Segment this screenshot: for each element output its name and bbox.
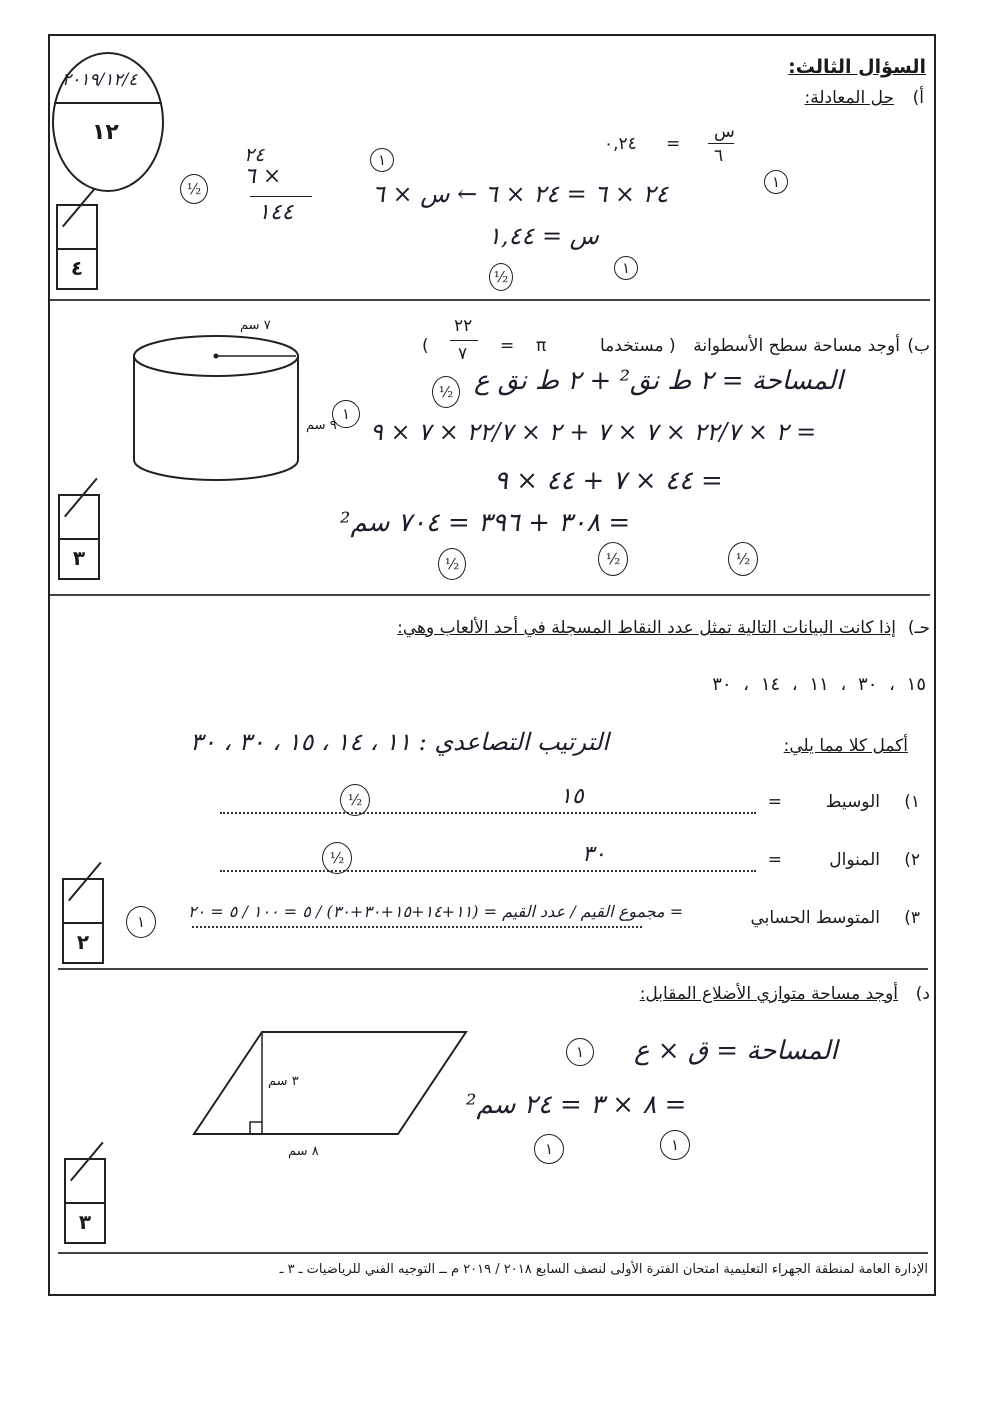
- part-a-calc-mid: × ٦: [244, 164, 282, 189]
- part-d-mark-2: ١: [534, 1134, 564, 1164]
- part-b-close-paren: ): [422, 336, 429, 356]
- part-b-mark-2: ١: [332, 400, 360, 428]
- section-divider-a: [50, 299, 930, 301]
- grade-seal-score: ١٢: [92, 120, 119, 145]
- part-a-mark-2: ½: [489, 263, 513, 291]
- part-d-mark-3: ١: [660, 1130, 690, 1160]
- equation-equals: =: [666, 134, 681, 154]
- mark-box-b: [58, 494, 100, 580]
- footer-divider: [58, 1252, 928, 1254]
- pi-fraction-bar: [450, 340, 478, 341]
- cylinder-radius-label: ٧ سم: [240, 318, 271, 333]
- item-1-answer: ١٥: [560, 784, 584, 809]
- part-b-work-line3: = ٤٤ × ٧ + ٤٤ × ٩: [494, 466, 723, 496]
- item-3-dotted-line: [192, 926, 642, 928]
- part-a-work-line2: س = ١,٤٤: [488, 222, 599, 250]
- item-3-answer: = مجموع القيم / عدد القيم = (١١+١٤+١٥+٣٠+٣٠) / ٥ = ١٠٠ / ٥ = ٢٠: [188, 902, 684, 921]
- part-a-mark-3: ١: [370, 148, 394, 172]
- grade-seal-divider: [54, 102, 162, 104]
- part-c-sort-handwriting: الترتيب التصاعدي : ١١ ، ١٤ ، ١٥ ، ٣٠ ، ٣٠: [190, 728, 609, 756]
- part-a-title: حل المعادلة:: [804, 88, 894, 108]
- parallelogram-base-label: ٨ سم: [288, 1144, 319, 1159]
- part-a-calc-line: [250, 196, 312, 197]
- pi-value-denominator: ٧: [458, 344, 468, 364]
- item-1-mark: ½: [340, 784, 370, 816]
- item-1-dotted-line: [220, 812, 756, 814]
- cylinder-figure: [126, 330, 306, 490]
- equation-numerator: س: [714, 122, 735, 142]
- item-2-number: ٢): [904, 850, 920, 870]
- cylinder-height-label: ٩ سم: [306, 418, 337, 433]
- item-2-label: المنوال: [829, 850, 880, 870]
- grade-seal-date: ٢٠١٩/١٢/٤: [62, 70, 138, 90]
- part-a-mark-1: ½: [180, 174, 208, 204]
- mark-box-d-value: ٣: [78, 1210, 92, 1234]
- part-a-work-line1: ٢٤ × ٦ = ٢٤ × ٦ ← س × ٦: [372, 180, 669, 208]
- equation-denominator: ٦: [714, 146, 724, 166]
- item-3-label: المتوسط الحسابي: [750, 908, 880, 928]
- part-c-title: إذا كانت البيانات التالية تمثل عدد النقاط المسجلة في أحد الألعاب وهي:: [397, 618, 896, 638]
- section-divider-c: [58, 968, 928, 970]
- pi-value-numerator: ٢٢: [454, 316, 473, 336]
- part-b-mark-3: ½: [438, 548, 466, 580]
- item-2-mark: ½: [322, 842, 352, 874]
- pi-symbol: π: [536, 336, 547, 356]
- parallelogram-height-label: ٣ سم: [268, 1074, 299, 1089]
- part-a-calc-top: ٢٤: [244, 144, 265, 166]
- mark-box-d: [64, 1158, 106, 1244]
- part-d-title: أوجد مساحة متوازي الأضلاع المقابل:: [639, 984, 898, 1004]
- part-b-mark-1: ½: [432, 376, 460, 408]
- part-a-mark-4: ١: [764, 170, 788, 194]
- part-d-mark-1: ١: [566, 1038, 594, 1066]
- item-3-number: ٣): [904, 908, 920, 928]
- pi-equals: =: [500, 336, 515, 356]
- item-2-dotted-line: [220, 870, 756, 872]
- part-b-mark-4: ½: [598, 542, 628, 576]
- mark-box-c: [62, 878, 104, 964]
- part-d-label: د): [915, 984, 930, 1004]
- section-divider-b: [50, 594, 930, 596]
- item-2-answer: ٣٠: [582, 842, 606, 867]
- part-d-work-line1: المساحة = ق × ع: [634, 1036, 838, 1066]
- part-b-work-line2: = ٢ × ٢٢/٧ × ٧ × ٧ + ٢ × ٢٢/٧ × ٧ × ٩: [370, 418, 817, 446]
- part-b-work-line1: المساحة = ٢ ط نق² + ٢ ط نق ع: [474, 366, 844, 396]
- equation-fraction-bar: [708, 143, 734, 144]
- mark-box-b-value: ٣: [72, 546, 86, 570]
- part-b-mark-5: ½: [728, 542, 758, 576]
- item-1-label: الوسيط: [825, 792, 880, 812]
- mark-box-c-value: ٢: [76, 930, 90, 954]
- question-heading: السؤال الثالث:: [788, 56, 926, 78]
- item-3-mark: ١: [126, 906, 156, 938]
- part-b-work-line4: = ٣٠٨ + ٣٩٦ = ٧٠٤ سم²: [340, 508, 631, 538]
- parallelogram-figure: [190, 1024, 472, 1140]
- part-c-complete: أكمل كلا مما يلي:: [783, 736, 908, 756]
- item-2-equals: =: [767, 850, 782, 870]
- part-b-label: ب): [907, 336, 930, 356]
- equation-value: ٠,٢٤: [604, 134, 637, 154]
- item-1-number: ١): [904, 792, 920, 812]
- part-d-work-line2: = ٨ × ٣ = ٢٤ سم²: [466, 1090, 687, 1120]
- part-a-calc-bottom: ١٤٤: [258, 200, 294, 225]
- part-a-mark-5: ١: [614, 256, 638, 280]
- part-b-open-paren: ( مستخدما: [600, 336, 676, 356]
- part-a-label: أ): [912, 88, 924, 108]
- part-c-data: ١٥ ، ٣٠ ، ١١ ، ١٤ ، ٣٠: [712, 674, 926, 695]
- page-footer: الإدارة العامة لمنطقة الجهراء التعليمية امتحان الفترة الأولى لنصف السابع ٢٠١٨ / ٢٠١٩ م ــ التوجيه الفني للرياضيات ـ ٣ ـ: [279, 1262, 928, 1277]
- part-c-label: حـ): [907, 618, 930, 638]
- part-b-title: أوجد مساحة سطح الأسطوانة: [693, 336, 900, 356]
- mark-box-a: [56, 204, 98, 290]
- mark-box-a-value: ٤: [70, 256, 84, 280]
- item-1-equals: =: [767, 792, 782, 812]
